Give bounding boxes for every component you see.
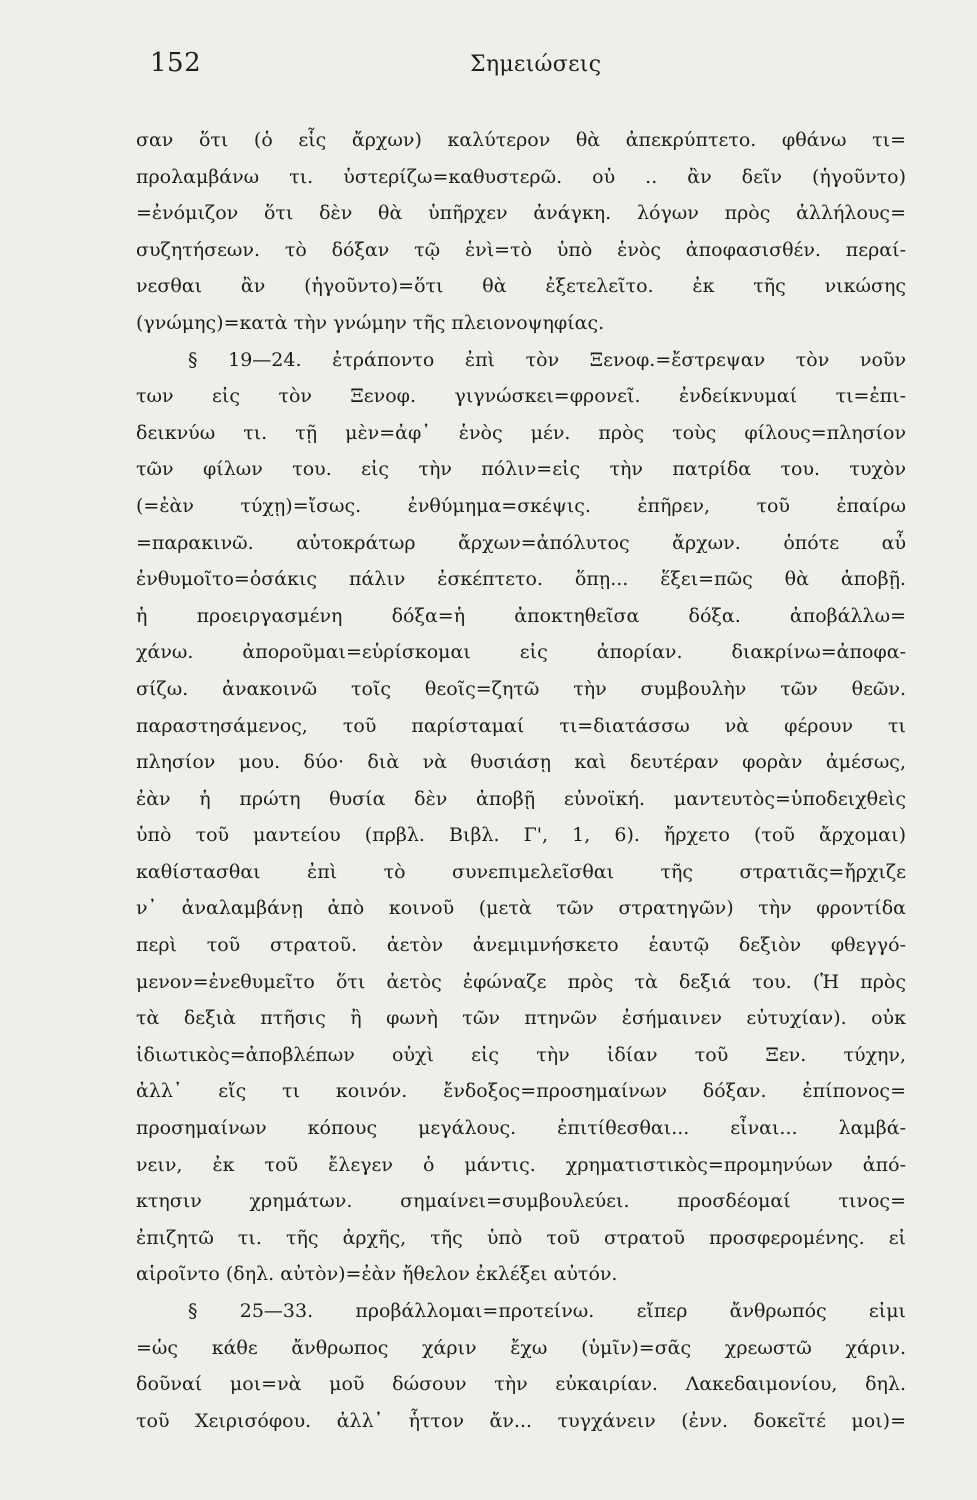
- text-line: ν᾽ ἀναλαμβάνῃ ἀπὸ κοινοῦ (μετὰ τῶν στρατηγῶν) τὴν φροντίδα: [136, 897, 906, 920]
- section-heading-line: § 19—24. ἐτράποντο ἐπὶ τὸν Ξενοφ.=ἔστρεψαν τὸν νοῦν: [188, 348, 906, 371]
- text-line: ὑπὸ τοῦ μαντείου (πρβλ. Βιβλ. Γ', 1, 6). ἤρχετο (τοῦ ἄρχομαι): [136, 824, 906, 847]
- text-line: δοῦναί μοι=νὰ μοῦ δώσουν τὴν εὐκαιρίαν. Λακεδαιμονίου, δηλ.: [136, 1373, 906, 1396]
- text-line: πλησίον μου. δύο· διὰ νὰ θυσιάσῃ καὶ δευτέραν φορὰν ἀμέσως,: [136, 751, 906, 774]
- text-line: παραστησάμενος, τοῦ παρίσταμαί τι=διατάσσω νὰ φέρουν τι: [136, 714, 906, 737]
- text-line: συζητήσεων. τὸ δόξαν τῷ ἑνὶ=τὸ ὑπὸ ἑνὸς ἀποφασισθέν. περαί-: [136, 238, 906, 261]
- text-line: =παρακινῶ. αὐτοκράτωρ ἄρχων=ἀπόλυτος ἄρχων. ὁπότε αὖ: [136, 531, 906, 554]
- page-number: 152: [150, 48, 202, 78]
- section-heading-line: § 25—33. προβάλλομαι=προτείνω. εἴπερ ἄνθρωπός εἰμι: [188, 1300, 906, 1322]
- text-line: δεικνύω τι. τῇ μὲν=ἀφ᾽ ἑνὸς μέν. πρὸς τοὺς φίλους=πλησίον: [136, 421, 906, 444]
- text-line: (=ἐὰν τύχῃ)=ἴσως. ἐνθύμημα=σκέψις. ἐπῆρεν, τοῦ ἐπαίρω: [136, 494, 906, 517]
- text-line: ἐνθυμοῖτο=ὁσάκις πάλιν ἐσκέπτετο. ὅπῃ... ἕξει=πῶς θὰ ἀποβῇ.: [136, 568, 906, 591]
- text-line: τὰ δεξιὰ πτῆσις ἢ φωνὴ τῶν πτηνῶν ἐσήμαινεν εὐτυχίαν). οὐκ: [136, 1007, 906, 1030]
- text-line: μενον=ἐνεθυμεῖτο ὅτι ἀετὸς ἐφώναζε πρὸς τὰ δεξιά του. (Ἡ πρὸς: [136, 970, 906, 993]
- text-line: τοῦ Χειρισόφου. ἀλλ᾽ ἧττον ἄν... τυγχάνειν (ἐνν. δοκεῖτέ μοι)=: [136, 1409, 906, 1432]
- text-line: ἰδιωτικὸς=ἀποβλέπων οὐχὶ εἰς τὴν ἰδίαν τοῦ Ξεν. τύχην,: [136, 1043, 906, 1066]
- text-line: καθίστασθαι ἐπὶ τὸ συνεπιμελεῖσθαι τῆς στρατιᾶς=ἤρχιζε: [136, 860, 906, 883]
- text-line: =ὡς κάθε ἄνθρωπος χάριν ἔχω (ὑμῖν)=σᾶς χρεωστῶ χάριν.: [136, 1336, 906, 1359]
- text-line: ἐπιζητῶ τι. τῆς ἀρχῆς, τῆς ὑπὸ τοῦ στρατοῦ προσφερομένης. εἰ: [136, 1226, 906, 1249]
- text-line: νειν, ἐκ τοῦ ἔλεγεν ὁ μάντις. χρηματιστικὸς=προμηνύων ἀπό-: [136, 1153, 906, 1176]
- text-line: τῶν φίλων του. εἰς τὴν πόλιν=εἰς τὴν πατρίδα του. τυχὸν: [136, 458, 906, 481]
- text-line: των εἰς τὸν Ξενοφ. γιγνώσκει=φρονεῖ. ἐνδείκνυμαί τι=ἐπι-: [136, 385, 906, 408]
- text-line: =ἐνόμιζον ὅτι δὲν θὰ ὑπῆρχεν ἀνάγκη. λόγων πρὸς ἀλλήλους=: [136, 202, 906, 225]
- text-line: σαν ὅτι (ὁ εἷς ἄρχων) καλύτερον θὰ ἀπεκρύπτετο. φθάνω τι=: [136, 129, 906, 151]
- text-line: κτησιν χρημάτων. σημαίνει=συμβουλεύει. προσδέομαί τινος=: [136, 1190, 906, 1213]
- text-line: προσημαίνων κόπους μεγάλους. ἐπιτίθεσθαι... εἶναι... λαμβά-: [136, 1117, 906, 1140]
- text-line: σίζω. ἀνακοινῶ τοῖς θεοῖς=ζητῶ τὴν συμβουλὴν τῶν θεῶν.: [136, 677, 906, 700]
- text-line: ἀλλ᾽ εἴς τι κοινόν. ἔνδοξος=προσημαίνων δόξαν. ἐπίπονος=: [136, 1080, 906, 1103]
- text-line: αἱροῖντο (δηλ. αὐτὸν)=ἐὰν ἤθελον ἐκλέξει αὐτόν.: [136, 1263, 618, 1286]
- text-line: προλαμβάνω τι. ὑστερίζω=καθυστερῶ. οὐ .. ἂν δεῖν (ἡγοῦντο): [136, 165, 906, 188]
- text-line: ἐὰν ἡ πρώτη θυσία δὲν ἀποβῇ εὐνοϊκή. μαντευτὸς=ὑποδειχθεὶς: [136, 787, 906, 810]
- running-title: Σημειώσεις: [470, 52, 602, 77]
- text-line: νεσθαι ἂν (ἡγοῦντο)=ὅτι θὰ ἐξετελεῖτο. ἐκ τῆς νικώσης: [136, 275, 906, 298]
- text-line: ἡ προειργασμένη δόξα=ἡ ἀποκτηθεῖσα δόξα. ἀποβάλλω=: [136, 604, 906, 627]
- text-line: χάνω. ἀπoροῦμαι=εὑρίσκομαι εἰς ἀπορίαν. διακρίνω=ἀποφα-: [136, 641, 906, 664]
- page-header: [150, 48, 910, 88]
- text-line: (γνώμης)=κατὰ τὴν γνώμην τῆς πλειονοψηφίας.: [136, 311, 605, 334]
- commentary-text: [136, 122, 906, 1439]
- text-line: περὶ τοῦ στρατοῦ. ἀετὸν ἀνεμιμνήσκετο ἑαυτῷ δεξιὸν φθεγγό-: [136, 934, 906, 957]
